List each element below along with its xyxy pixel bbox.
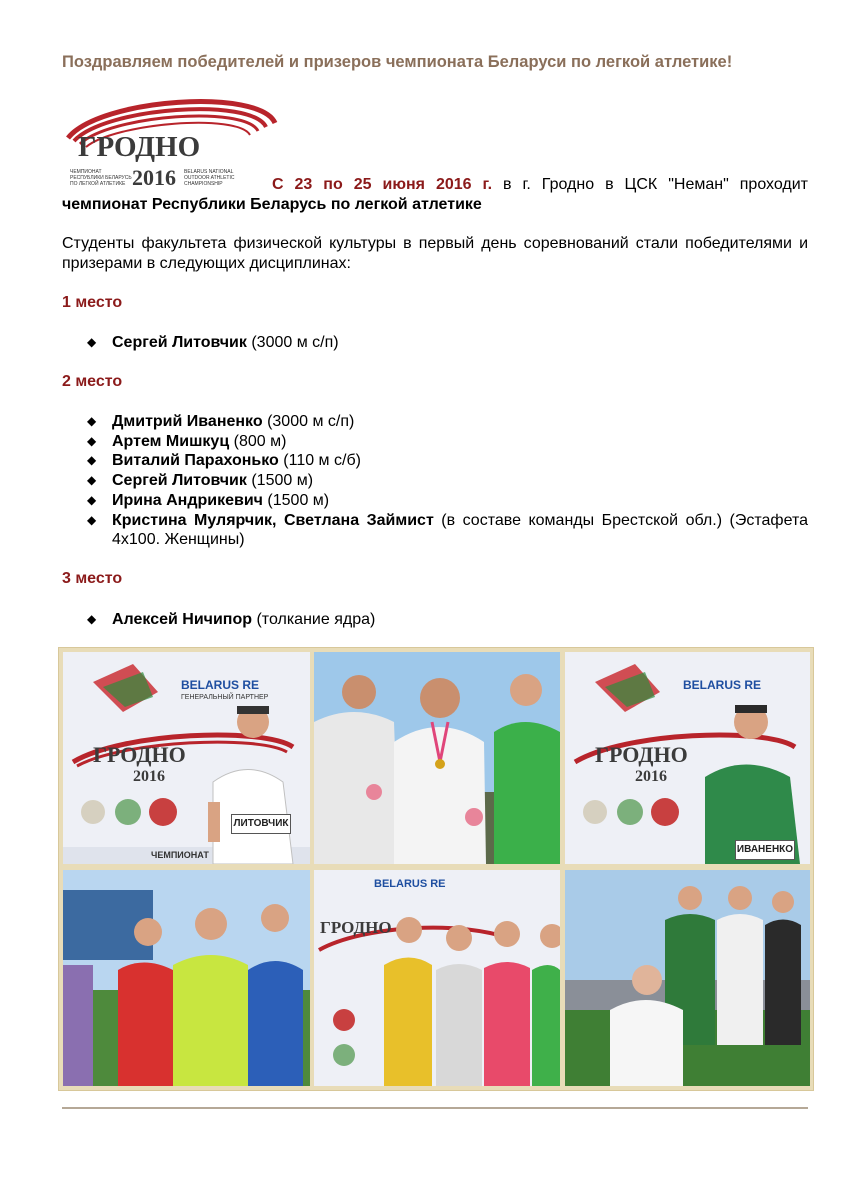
bib-sign: ЛИТОВЧИК [231,814,291,834]
list-item: ◆ Сергей Литовчик (3000 м с/п) [87,334,339,351]
bullet-icon: ◆ [87,492,97,507]
sponsor-label: BELARUS RE [181,678,260,692]
place-2-heading: 2 место [62,373,123,390]
list-item: ◆ Дмитрий Иваненко (3000 м с/п) [87,413,355,430]
banner-year: 2016 [133,768,165,785]
banner-city: ГРОДНО [320,918,392,937]
photo-art [314,870,560,1086]
intro-text: в г. Гродно в ЦСК "Неман" проходит [492,176,808,193]
photo-collage [58,647,814,1091]
photo-athlete-litovchik [63,652,310,864]
list-item: ◆ Артем Мишкуц (800 м) [87,432,287,450]
list-item: ◆ Виталий Парахонько (110 м с/б) [87,452,361,470]
bullet-icon: ◆ [87,433,97,448]
photo-medalists-women [314,870,560,1086]
photo-medalists-men [314,652,560,864]
banner-city: ГРОДНО [93,742,186,767]
list-item: ◆ Алексей Ничипор (толкание ядра) [87,611,376,628]
bullet-icon: ◆ [87,512,97,527]
logo-city: ГРОДНО [78,131,201,163]
place-1-heading: 1 место [62,294,123,311]
photo-stadium-group [565,870,810,1086]
place-1-list [62,333,808,353]
place-3-list [62,610,808,630]
bib-sign: ИВАНЕНКО [735,840,795,860]
banner-city: ГРОДНО [595,742,688,767]
logo-ru-caption: ЧЕМПИОНАТ РЕСПУБЛИКИ БЕЛАРУСЬ ПО ЛЕГКОЙ АТЛЕТИКЕ [70,169,132,187]
logo-year: 2016 [132,165,176,190]
bullet-icon: ◆ [87,335,97,349]
place-2-list [62,412,808,550]
place-3-heading: 3 место [62,570,123,587]
event-date: С 23 по 25 июня 2016 г. [272,176,493,193]
sponsor-label: BELARUS RE [683,678,762,692]
photo-athletes-stadium [63,870,310,1086]
photo-art [314,652,560,864]
photo-art [565,870,810,1086]
page-headline: Поздравляем победителей и призеров чемпионата Беларуси по легкой атлетике! [62,53,733,71]
footer-divider [62,1107,808,1109]
bullet-icon: ◆ [87,473,97,488]
intro-paragraph [62,175,808,215]
bullet-icon: ◆ [87,453,97,468]
banner-championship: ЧЕМПИОНАТ [151,850,209,860]
logo-en-caption: BELARUS NATIONAL OUTDOOR ATHLETIC CHAMPIONSHIP [184,169,235,187]
summary-paragraph: Студенты факультета физической культуры в первый день соревнований стали победителями и призерами в следующих дисциплинах: [62,235,808,272]
photo-art [63,870,310,1086]
list-item: ◆ Ирина Андрикевич (1500 м) [87,491,330,509]
event-name: чемпионат Республики Беларусь по легкой атлетике [62,196,482,213]
bullet-icon: ◆ [87,414,97,428]
list-item: ◆ Кристина Мулярчик, Светлана Займист (в составе команды Брестской обл.) (Эстафета 4х100. Женщины) [87,511,809,549]
banner-year: 2016 [635,768,667,785]
sponsor-label: BELARUS RE [374,878,446,890]
photo-athlete-ivanenko [565,652,810,864]
list-item: ◆ Сергей Литовчик (1500 м) [87,472,314,490]
partner-label: ГЕНЕРАЛЬНЫЙ ПАРТНЕР [181,694,269,701]
bullet-icon: ◆ [87,612,97,626]
